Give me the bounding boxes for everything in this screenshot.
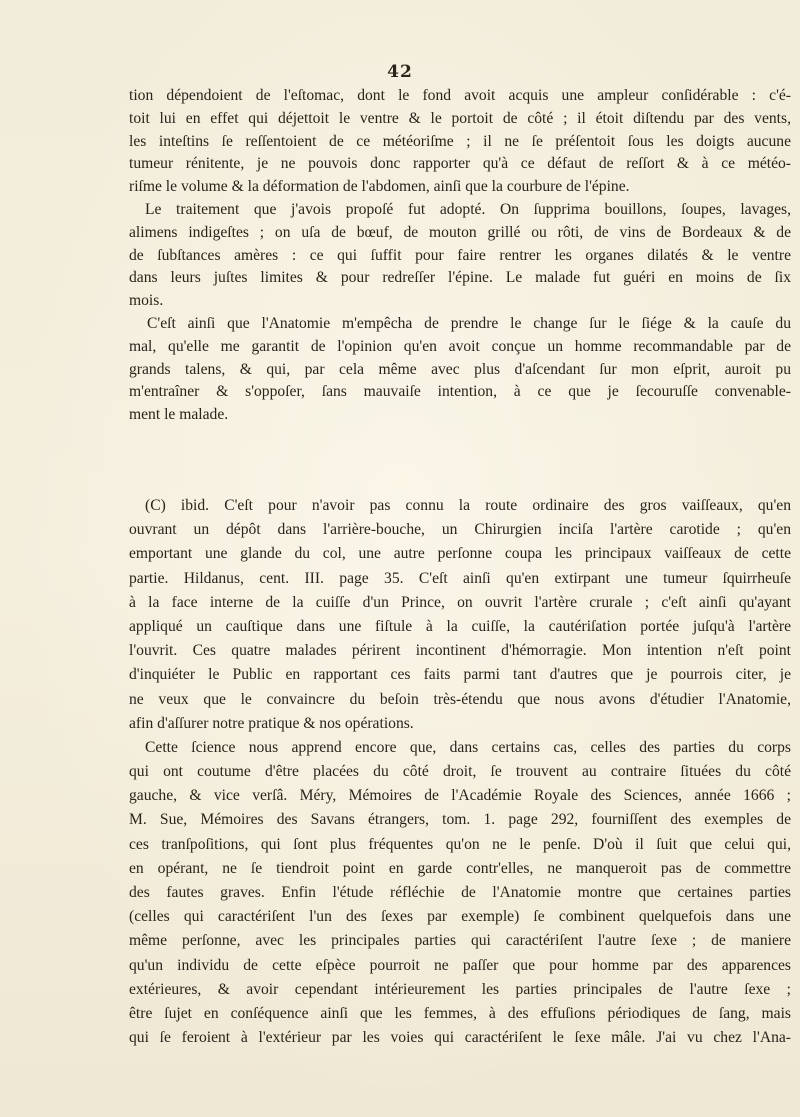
main-line: tion dépendoient de l'eſtomac, dont le fond avoit acquis une ampleur conſidérable : c'é-	[129, 87, 791, 104]
main-line: Le traitement que j'avois propoſé fut adopté. On ſupprima bouillons, ſoupes, lavages,	[145, 200, 791, 218]
main-line: dans leurs juſtes limites & pour redreſſer l'épine. Le malade fut guéri en moins de ſix	[129, 269, 791, 287]
footnote-text	[129, 494, 791, 1050]
note-line: gauche, & vice verſâ. Méry, Mémoires de l'Académie Royale des Sciences, année 1666 ;	[129, 787, 791, 805]
note-line: être ſujet en conſéquence ainſi que les femmes, à des effuſions périodiques de ſang, mais	[129, 1004, 791, 1022]
page-number: 42	[387, 62, 413, 82]
note-line: (C) ibid. C'eſt pour n'avoir pas connu la route ordinaire des gros vaiſſeaux, qu'en	[145, 497, 791, 514]
main-line: les inteſtins ſe reſſentoient de ce météoriſme ; il ne ſe préſentoit ſous les doigts aucune	[129, 132, 791, 150]
main-line: grands talens, & qui, par cela même avec plus d'aſcendant ſur mon eſprit, auroit pu	[129, 360, 791, 378]
note-line: qu'un individu de cette eſpèce pourroit ne paſſer que pour homme par des apparences	[129, 956, 791, 974]
note-line: d'inquiéter le Public en rapportant ces faits parmi tant d'autres que je pourrois citer, je	[129, 666, 791, 684]
note-line: même perſonne, avec les principales parties qui caractériſent l'autre ſexe ; de maniere	[129, 932, 791, 950]
main-line: mois.	[129, 292, 164, 310]
main-text	[129, 85, 791, 427]
main-line: m'entraîner & s'oppoſer, ſans mauvaiſe intention, à ce que je ſecouruſſe convenable-	[129, 383, 791, 401]
note-line: emportant une glande du col, une autre perſonne coupa les principaux vaiſſeaux de cette	[129, 545, 791, 563]
note-line: Cette ſcience nous apprend encore que, dans certains cas, celles des parties du corps	[145, 738, 791, 756]
main-line: C'eſt ainſi que l'Anatomie m'empêcha de prendre le change ſur le ſiége & la cauſe du	[147, 314, 791, 332]
note-line: extérieures, & avoir cependant intérieurement les parties principales de l'autre ſexe ;	[129, 980, 791, 998]
main-line: tumeur rénitente, je ne pouvois donc rapporter qu'à ce défaut de reſſort & à ce météo-	[129, 155, 791, 173]
note-line: à la face interne de la cuiſſe d'un Prince, on ouvrit l'artère crurale ; c'eſt ainſi qu'ayant	[129, 593, 791, 611]
note-line: qui ſe feroient à l'extérieur par les voies qui caractériſent le ſexe mâle. J'ai vu chez l'Ana-	[129, 1029, 791, 1047]
note-line: afin d'aſſurer notre pratique & nos opérations.	[129, 714, 414, 732]
note-line: en opérant, ne ſe tiendroit point en garde contr'elles, ne manqueroit pas de commettre	[129, 859, 791, 877]
note-line: partie. Hildanus, cent. III. page 35. C'eſt ainſi qu'en extirpant une tumeur ſquirrheuſe	[129, 569, 791, 587]
main-line: de ſubſtances amères : ce qui ſuffit pour faire rentrer les organes dilatés & le ventre	[129, 246, 791, 264]
main-line: alimens indigeſtes ; on uſa de bœuf, de mouton grillé ou rôti, de vins de Bordeaux & de	[129, 223, 791, 241]
note-line: qui ont coutume d'être placées du côté droit, ſe trouvent au contraire ſituées du côté	[129, 763, 791, 781]
main-line: toit lui en effet qui déjettoit le ventre & le portoit de côté ; il étoit diſtendu par des vents,	[129, 109, 791, 127]
note-line: appliqué un cauſtique dans une fiſtule à la cuiſſe, la cautériſation portée juſqu'à l'artère	[129, 617, 791, 635]
main-line: riſme le volume & la déformation de l'abdomen, ainſi que la courbure de l'épine.	[129, 178, 630, 196]
note-line: (celles qui caractériſent l'un des ſexes par exemple) ſe combinent quelquefois dans une	[129, 908, 791, 926]
note-line: ne veux que le convaincre du beſoin très-étendu que nous avons d'étudier l'Anatomie,	[129, 690, 791, 708]
note-line: M. Sue, Mémoires des Savans étrangers, tom. 1. page 292, fourniſſent des exemples de	[129, 811, 791, 829]
main-line: mal, qu'elle me garantit de l'opinion qu'en avoit conçue un homme recommandable par de	[129, 337, 791, 355]
main-line: ment le malade.	[129, 406, 229, 424]
note-line: ouvrant un dépôt dans l'arrière-bouche, un Chirurgien inciſa l'artère carotide ; qu'en	[129, 521, 791, 539]
note-line: l'ouvrit. Ces quatre malades périrent incontinent d'hémorragie. Mon intention n'eſt point	[129, 642, 791, 660]
note-line: des fautes graves. Enfin l'étude réfléchie de l'Anatomie montre que certaines parties	[129, 884, 791, 901]
note-line: ces tranſpoſitions, qui ſont plus fréquentes qu'on ne le penſe. D'où il ſuit que celui qui,	[129, 835, 791, 853]
